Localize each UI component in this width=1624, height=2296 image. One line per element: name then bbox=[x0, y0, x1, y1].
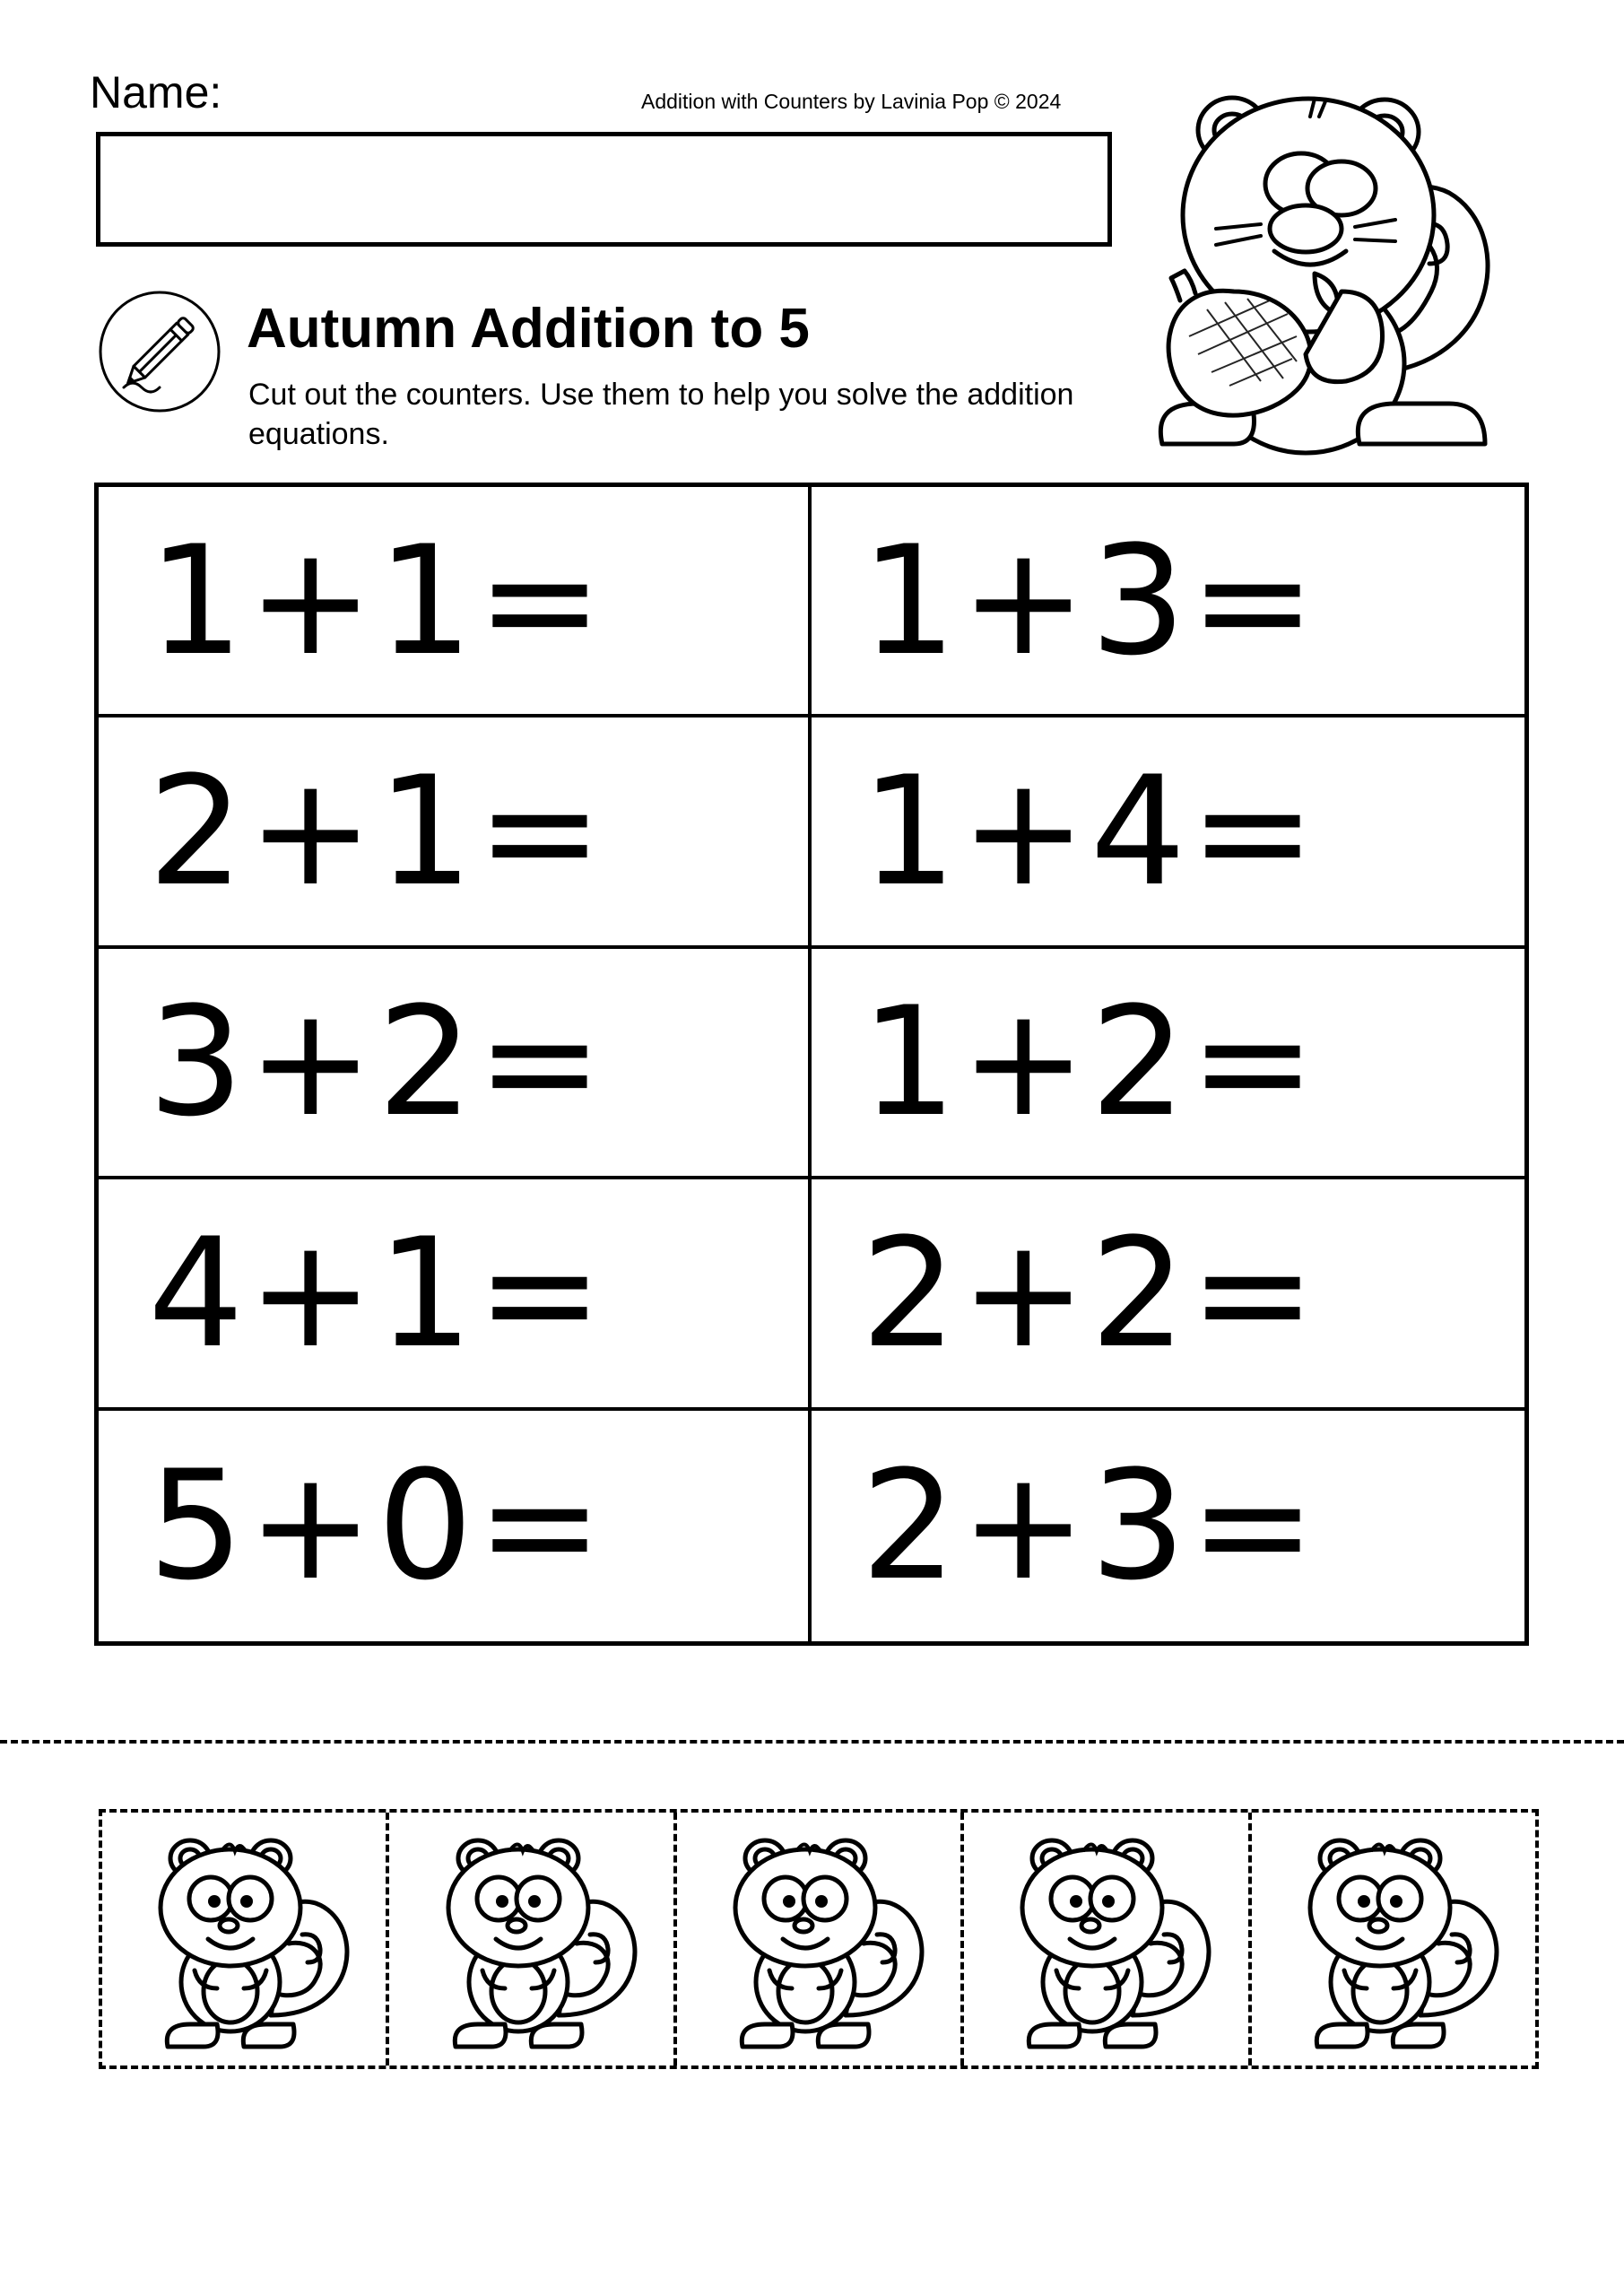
equation-text: 5+0= bbox=[148, 1438, 607, 1614]
equation-cell[interactable] bbox=[812, 718, 1524, 948]
equation-text: 2+2= bbox=[861, 1205, 1320, 1381]
activity-title: Autumn Addition to 5 bbox=[247, 298, 810, 360]
credit-text: Addition with Counters by Lavinia Pop © 2024 bbox=[641, 90, 1062, 113]
cut-line bbox=[0, 1740, 1624, 1744]
counter-card[interactable] bbox=[964, 1813, 1251, 2066]
equation-cell[interactable] bbox=[99, 487, 812, 718]
squirrel-icon bbox=[1277, 1822, 1510, 2056]
equation-cell[interactable] bbox=[99, 718, 812, 948]
equation-cell[interactable] bbox=[812, 487, 1524, 718]
squirrel-with-acorn-icon bbox=[1126, 67, 1512, 471]
pencil-icon bbox=[97, 289, 222, 414]
equations-grid bbox=[94, 483, 1529, 1646]
activity-instructions: Cut out the counters. Use them to help you solve the addition equations. bbox=[248, 378, 1074, 451]
counter-card[interactable] bbox=[1252, 1813, 1535, 2066]
squirrel-icon bbox=[702, 1822, 935, 2056]
equation-text: 2+3= bbox=[861, 1438, 1320, 1614]
name-label: Name: bbox=[90, 67, 222, 117]
squirrel-icon bbox=[415, 1822, 648, 2056]
counter-card[interactable] bbox=[102, 1813, 389, 2066]
equation-text: 1+2= bbox=[861, 974, 1320, 1151]
equation-text: 2+1= bbox=[148, 744, 607, 920]
squirrel-icon bbox=[127, 1822, 360, 2056]
equation-cell[interactable] bbox=[812, 1179, 1524, 1410]
equation-text: 1+4= bbox=[861, 744, 1320, 920]
equation-text: 3+2= bbox=[148, 974, 607, 1151]
equation-cell[interactable] bbox=[99, 1179, 812, 1410]
counters-strip bbox=[99, 1809, 1539, 2069]
name-field[interactable] bbox=[96, 132, 1112, 247]
counter-card[interactable] bbox=[389, 1813, 676, 2066]
equation-cell[interactable] bbox=[99, 1411, 812, 1641]
squirrel-icon bbox=[989, 1822, 1222, 2056]
counter-card[interactable] bbox=[677, 1813, 964, 2066]
equation-cell[interactable] bbox=[812, 949, 1524, 1179]
equation-cell[interactable] bbox=[812, 1411, 1524, 1641]
equation-cell[interactable] bbox=[99, 949, 812, 1179]
equation-text: 4+1= bbox=[148, 1205, 607, 1381]
equation-text: 1+1= bbox=[148, 512, 607, 689]
equation-text: 1+3= bbox=[861, 512, 1320, 689]
